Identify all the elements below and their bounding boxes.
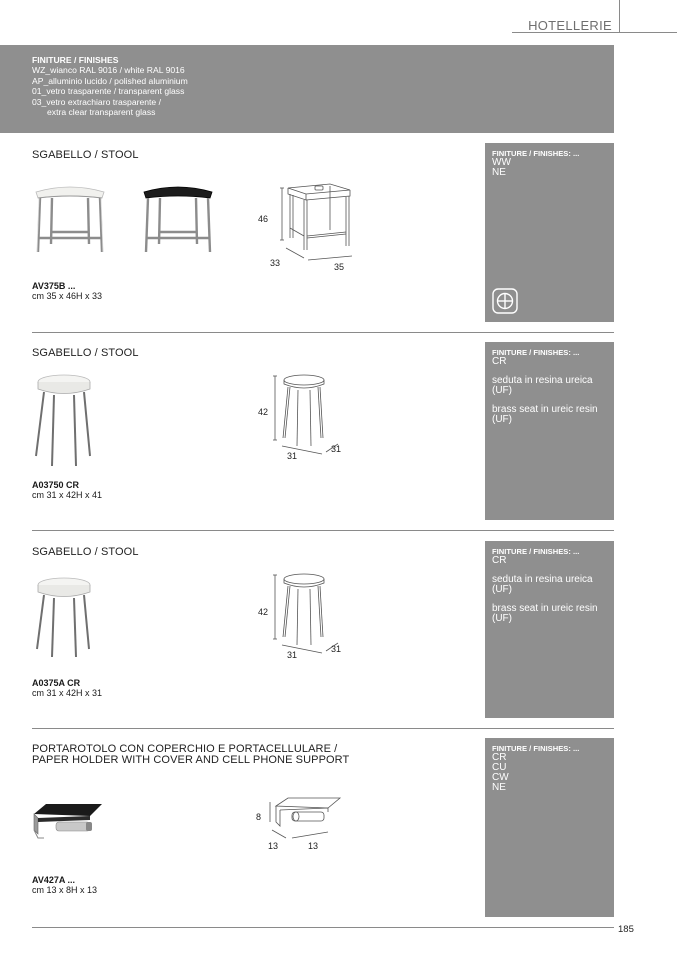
section-separator bbox=[32, 332, 614, 333]
product-section-av427a bbox=[0, 744, 677, 924]
finishes-box bbox=[485, 143, 614, 322]
round-stool-photo bbox=[30, 374, 100, 474]
footer-rule bbox=[32, 927, 614, 928]
finish-note: seduta in resina ureica (UF) bbox=[492, 574, 593, 595]
header-corner-tab bbox=[619, 0, 677, 33]
finishes-box bbox=[485, 342, 614, 520]
product-title: SGABELLO / STOOL bbox=[32, 546, 139, 558]
section-separator bbox=[32, 530, 614, 531]
product-dimensions: cm 31 x 42H x 31 bbox=[32, 688, 103, 698]
finish-code: CR bbox=[492, 356, 507, 367]
product-dimensions: cm 31 x 42H x 41 bbox=[32, 490, 103, 500]
finish-code: CR bbox=[492, 752, 507, 763]
finishes-box bbox=[485, 541, 614, 718]
dim-height: 8 bbox=[256, 812, 262, 822]
product-title: SGABELLO / STOOL bbox=[32, 149, 139, 161]
finishes-label: FINITURE / FINISHES: ... bbox=[492, 149, 580, 158]
product-code: AV427A ... bbox=[32, 875, 76, 885]
section-header-title: HOTELLERIE bbox=[528, 18, 612, 33]
dim-width: 31 bbox=[331, 444, 342, 454]
finish-code: CU bbox=[492, 762, 507, 773]
finish-code: NE bbox=[492, 167, 506, 178]
finishes-label: FINITURE / FINISHES: ... bbox=[492, 744, 580, 753]
dim-height: 46 bbox=[258, 214, 269, 224]
product-title-line1: PORTAROTOLO CON COPERCHIO E PORTACELLULARE / bbox=[32, 743, 338, 755]
banner-line: WZ_wianco RAL 9016 / white RAL 9016 bbox=[32, 65, 185, 76]
finishes-banner bbox=[0, 45, 614, 133]
finish-note: brass seat in ureic resin (UF) bbox=[492, 404, 598, 425]
dim-width: 35 bbox=[334, 262, 345, 272]
black-stool-photo bbox=[138, 182, 218, 268]
dim-height: 42 bbox=[258, 407, 269, 417]
dim-depth: 31 bbox=[287, 451, 298, 461]
white-stool-photo bbox=[30, 182, 110, 268]
finishes-box bbox=[485, 738, 614, 917]
paper-holder-technical-drawing bbox=[268, 792, 348, 848]
product-section-av375b bbox=[0, 150, 677, 335]
dim-width: 13 bbox=[308, 841, 319, 851]
banner-title: FINITURE / FINISHES bbox=[32, 55, 119, 65]
product-dimensions: cm 13 x 8H x 13 bbox=[32, 885, 98, 895]
dim-depth: 33 bbox=[270, 258, 281, 268]
dim-height: 42 bbox=[258, 607, 269, 617]
banner-line: extra clear transparent glass bbox=[47, 107, 156, 118]
product-title: SGABELLO / STOOL bbox=[32, 347, 139, 359]
finishes-label: FINITURE / FINISHES: ... bbox=[492, 547, 580, 556]
page-number: 185 bbox=[618, 924, 634, 935]
dim-depth: 13 bbox=[268, 841, 279, 851]
banner-line: 01_vetro trasparente / transparent glass bbox=[32, 86, 185, 97]
stool-technical-drawing bbox=[268, 178, 363, 274]
product-code: A03750 CR bbox=[32, 480, 80, 490]
finish-code: WW bbox=[492, 157, 511, 168]
section-separator bbox=[32, 728, 614, 729]
product-section-a0375a bbox=[0, 547, 677, 727]
paper-holder-photo bbox=[32, 800, 104, 844]
product-code: A0375A CR bbox=[32, 678, 81, 688]
finish-code: CR bbox=[492, 555, 507, 566]
product-section-a03750 bbox=[0, 348, 677, 528]
finish-code: NE bbox=[492, 782, 506, 793]
dim-depth: 31 bbox=[287, 650, 298, 660]
finishes-label: FINITURE / FINISHES: ... bbox=[492, 348, 580, 357]
circle-cross-icon bbox=[492, 288, 518, 314]
banner-line: 03_vetro extrachiaro trasparente / bbox=[32, 96, 161, 107]
banner-line: AP_alluminio lucido / polished aluminium bbox=[32, 75, 188, 86]
finish-code: CW bbox=[492, 772, 509, 783]
product-title-line2: PAPER HOLDER WITH COVER AND CELL PHONE SUPPORT bbox=[32, 754, 350, 766]
round-stool-photo bbox=[30, 577, 100, 663]
dim-width: 31 bbox=[331, 644, 342, 654]
product-code: AV375B ... bbox=[32, 281, 76, 291]
product-dimensions: cm 35 x 46H x 33 bbox=[32, 291, 103, 301]
finish-note: brass seat in ureic resin (UF) bbox=[492, 603, 598, 624]
finish-note: seduta in resina ureica (UF) bbox=[492, 375, 593, 396]
